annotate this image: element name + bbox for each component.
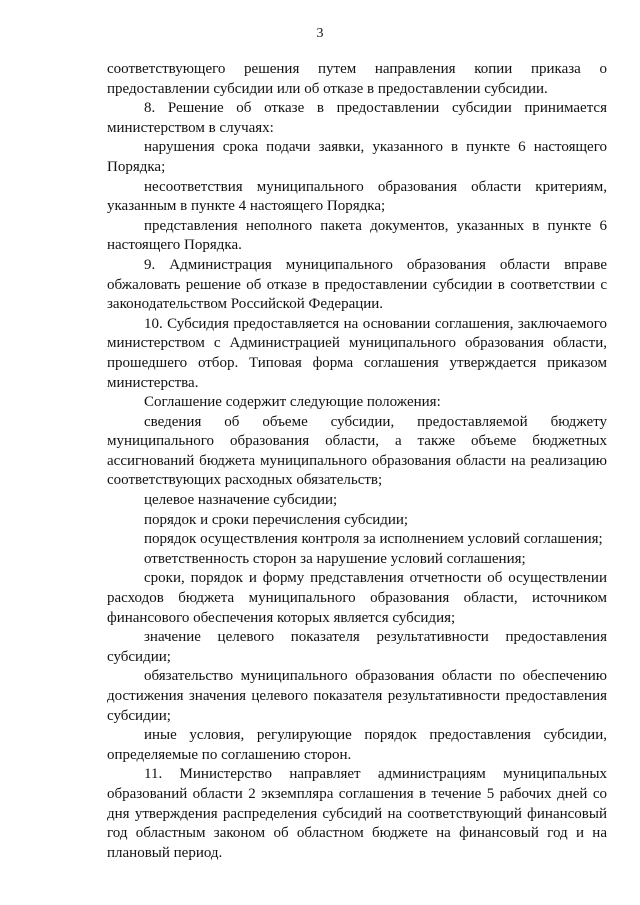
paragraph-agreement-provision-2: целевое назначение субсидии;	[144, 492, 338, 509]
paragraph-agreement-provision-8: обязательство муниципального образования области по обеспечению достижения значения целевого показателя результативности предоставления субсидии;	[107, 668, 607, 724]
paragraph-agreement-provision-7: значение целевого показателя результативности предоставления субсидии;	[107, 629, 607, 665]
paragraph-refusal-case-1: нарушения срока подачи заявки, указанного в пункте 6 настоящего Порядка;	[107, 139, 607, 175]
paragraph-agreement-provision-9: иные условия, регулирующие порядок предоставления субсидии, определяемые по соглашению сторон.	[107, 727, 607, 763]
paragraph-agreement-intro: Соглашение содержит следующие положения:	[144, 394, 441, 411]
paragraph-agreement-provision-1: сведения об объеме субсидии, предоставляемой бюджету муниципального образования области, а также объеме бюджетных ассигнований бюджета муниципального образования области на реализацию соответствующих расходных обязательств;	[107, 413, 607, 489]
paragraph-item-8: 8. Решение об отказе в предоставлении субсидии принимается министерством в случаях:	[107, 100, 607, 136]
paragraph-agreement-provision-4: порядок осуществления контроля за исполнением условий соглашения;	[144, 531, 603, 548]
paragraph-agreement-provision-3: порядок и сроки перечисления субсидии;	[144, 511, 409, 528]
paragraph-agreement-provision-5: ответственность сторон за нарушение условий соглашения;	[144, 550, 526, 567]
paragraph-item-9: 9. Администрация муниципального образования области вправе обжаловать решение об отказе в предоставлении субсидии в соответствии с законодательством Российской Федерации.	[107, 256, 607, 313]
paragraph-refusal-case-3: представления неполного пакета документов, указанных в пункте 6 настоящего Порядка.	[107, 217, 607, 254]
document-body	[107, 60, 607, 863]
paragraph-continuation: соответствующего решения путем направления копии приказа о предоставлении субсидии или об отказе в предоставлении субсидии.	[107, 61, 607, 97]
paragraph-item-10: 10. Субсидия предоставляется на основании соглашения, заключаемого министерством с Администрацией муниципального образования области, прошедшего отбор. Типовая форма соглашения утверждается приказом министерства.	[107, 315, 607, 391]
page-number: 3	[316, 26, 324, 41]
paragraph-item-11: 11. Министерство направляет администрациям муниципальных образований области 2 экземпляра соглашения в течение 5 рабочих дней со дня утверждения распределения субсидий на соответствующий финансовый год областным законом об областном бюджете на финансовый год и на плановый период.	[107, 766, 607, 861]
paragraph-refusal-case-2: несоответствия муниципального образования области критериям, указанным в пункте 4 настоящего Порядка;	[107, 178, 607, 215]
paragraph-agreement-provision-6: сроки, порядок и форму представления отчетности об осуществлении расходов бюджета муниципального образования области, источником финансового обеспечения которых является субсидия;	[107, 570, 607, 626]
